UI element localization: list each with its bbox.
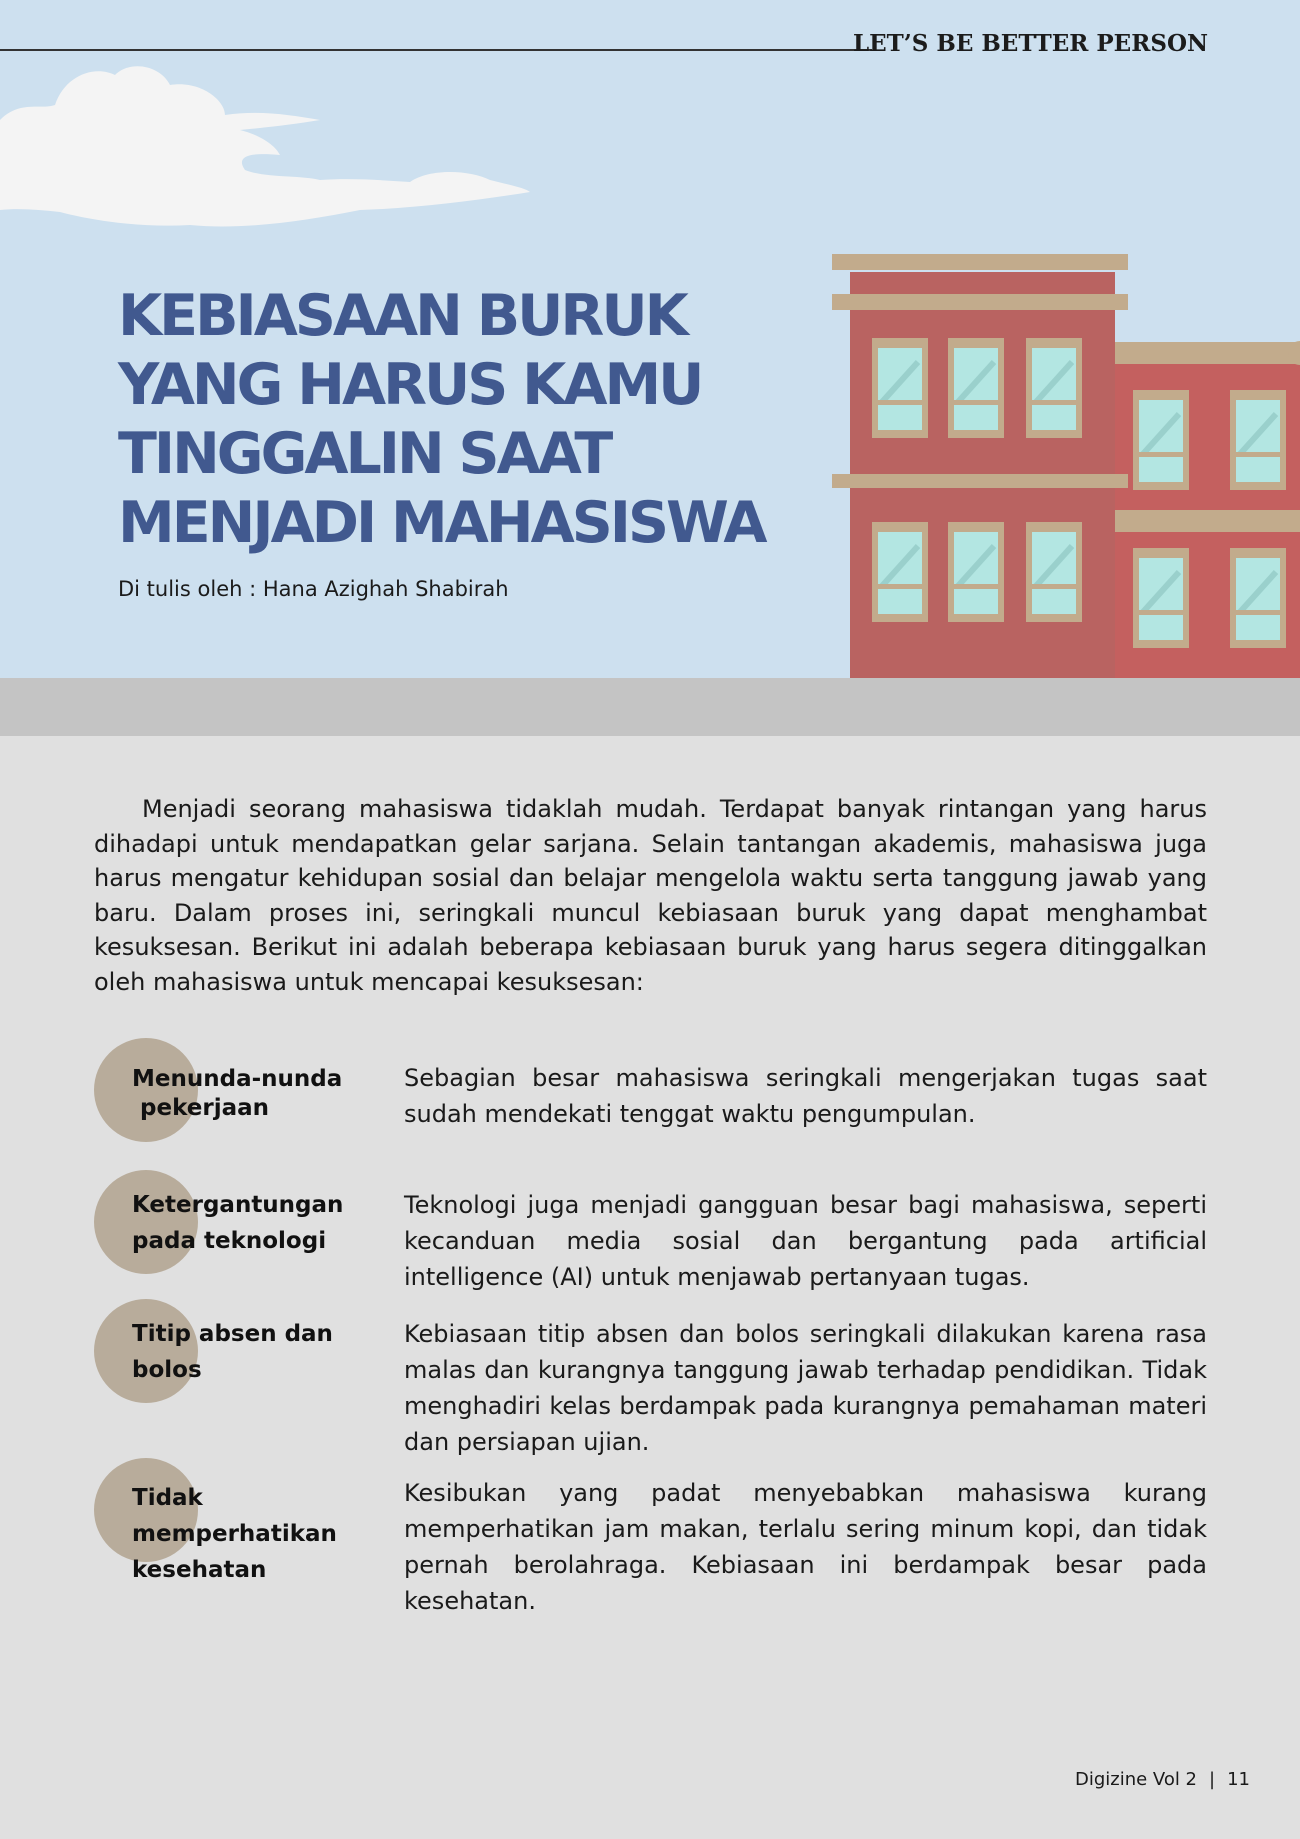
habit-description: Kebiasaan titip absen dan bolos seringkali dilakukan karena rasa malas dan kurangnya tanggung jawab terhadap pendidikan. Tidak menghadiri kelas berdampak pada kurangnya pemahaman materi dan persiapan ujian. bbox=[404, 1320, 1207, 1456]
cloud-illustration bbox=[0, 60, 560, 240]
header-rule bbox=[0, 49, 872, 51]
article-title-line: YANG HARUS KAMU bbox=[118, 352, 702, 418]
road-strip bbox=[0, 678, 1300, 736]
hero-banner bbox=[0, 0, 1300, 678]
page-number: 11 bbox=[1227, 1769, 1250, 1790]
habit-label: Tidak memperhatikan kesehatan bbox=[132, 1485, 337, 1583]
publication-name: Digizine Vol 2 bbox=[1074, 1769, 1198, 1790]
habit-description: Sebagian besar mahasiswa seringkali mengerjakan tugas saat sudah mendekati tenggat waktu pengumpulan. bbox=[404, 1064, 1207, 1128]
article-title-line: TINGGALIN SAAT bbox=[118, 421, 611, 487]
habit-label: Ketergantungan pada teknologi bbox=[132, 1192, 344, 1254]
article-title-line: KEBIASAAN BURUK bbox=[118, 283, 686, 349]
intro-paragraph: Menjadi seorang mahasiswa tidaklah mudah. Terdapat banyak rintangan yang harus dihadapi untuk mendapatkan gelar sarjana. Selain tantangan akademis, mahasiswa juga harus mengatur kehidupan sosial dan belajar mengelola waktu serta tanggung jawab yang baru. Dalam proses ini, seringkali muncul kebiasaan buruk yang dapat menghambat kesuksesan. Berikut ini adalah beberapa kebiasaan buruk yang harus segera ditinggalkan oleh mahasiswa untuk mencapai kesuksesan: bbox=[94, 795, 1207, 996]
habit-description: Teknologi juga menjadi gangguan besar bagi mahasiswa, seperti kecanduan media sosial dan bergantung pada artificial intelligence (AI) untuk menjawab pertanyaan tugas. bbox=[404, 1191, 1207, 1291]
page-tagline: LET’S BE BETTER PERSON bbox=[852, 30, 1208, 57]
habit-description: Kesibukan yang padat menyebabkan mahasiswa kurang memperhatikan jam makan, terlalu sering minum kopi, dan tidak pernah berolahraga. Kebiasaan ini berdampak besar pada kesehatan. bbox=[404, 1479, 1207, 1615]
article-title-line: MENJADI MAHASISWA bbox=[118, 490, 765, 556]
building-illustration bbox=[832, 252, 1300, 678]
footer-separator: | bbox=[1209, 1769, 1216, 1790]
habit-label: Menunda-nunda pekerjaan bbox=[132, 1066, 343, 1121]
article-title bbox=[118, 282, 818, 558]
page-footer bbox=[1075, 1769, 1250, 1790]
author-byline: Di tulis oleh : Hana Azighah Shabirah bbox=[118, 577, 509, 601]
habit-label: Titip absen dan bolos bbox=[132, 1321, 333, 1383]
